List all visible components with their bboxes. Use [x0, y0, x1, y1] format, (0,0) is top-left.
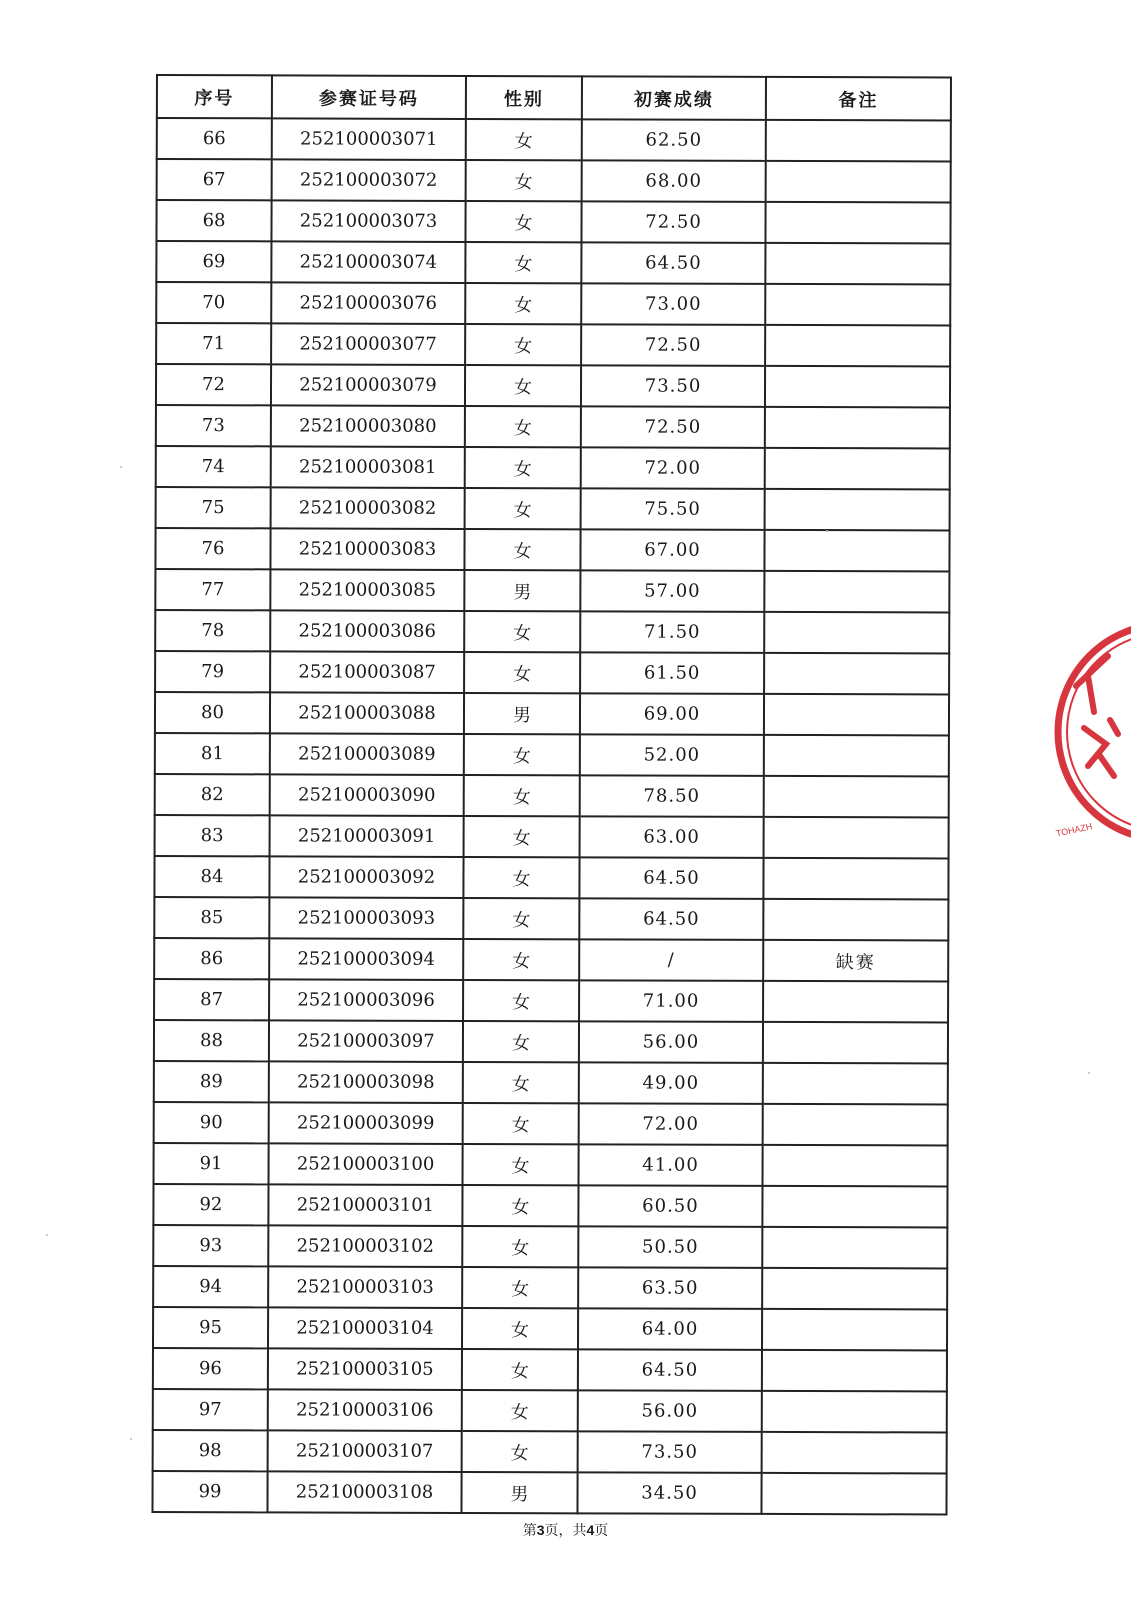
preliminary-score-cell: 68.00: [582, 160, 766, 202]
preliminary-score-cell: 61.50: [580, 652, 764, 694]
preliminary-score-cell: 64.50: [581, 242, 765, 284]
preliminary-score-cell: 63.50: [578, 1267, 762, 1309]
remark-cell: [764, 530, 949, 572]
remark-cell: [762, 1432, 947, 1474]
remark-cell: [764, 612, 949, 654]
table-row: [155, 651, 949, 694]
entry-number-cell: 252100003091: [270, 815, 464, 857]
official-seal-icon: [1048, 616, 1131, 856]
remark-cell: [765, 448, 950, 490]
score-table: [151, 74, 952, 1515]
preliminary-score-cell: 64.00: [578, 1308, 762, 1350]
table-row: [154, 938, 948, 981]
preliminary-score-cell: 69.00: [580, 693, 764, 735]
row-index-cell: 95: [153, 1307, 268, 1348]
row-index-cell: 88: [154, 1020, 269, 1061]
gender-cell: 女: [462, 1390, 578, 1431]
table-body: [152, 118, 950, 1514]
entry-number-cell: 252100003085: [270, 569, 464, 611]
gender-cell: 女: [463, 980, 579, 1021]
gender-cell: 女: [465, 365, 581, 406]
row-index-cell: 68: [156, 200, 271, 241]
entry-number-cell: 252100003076: [271, 282, 465, 324]
table-header-row: [157, 75, 951, 120]
entry-number-cell: 252100003099: [269, 1102, 463, 1144]
row-index-cell: 87: [154, 979, 269, 1020]
remark-cell: [765, 243, 950, 285]
row-index-cell: 92: [153, 1184, 268, 1225]
gender-cell: 女: [463, 1103, 579, 1144]
preliminary-score-cell: 52.00: [580, 734, 764, 776]
gender-cell: 女: [464, 816, 580, 857]
gender-cell: 女: [462, 1349, 578, 1390]
remark-cell: [765, 284, 950, 326]
row-index-cell: 89: [154, 1061, 269, 1102]
entry-number-cell: 252100003103: [268, 1266, 462, 1308]
gender-cell: 女: [464, 611, 580, 652]
row-index-cell: 69: [156, 241, 271, 282]
row-index-cell: 84: [154, 856, 269, 897]
gender-cell: 女: [462, 1308, 578, 1349]
entry-number-cell: 252100003071: [272, 118, 466, 160]
preliminary-score-cell: 49.00: [579, 1062, 763, 1104]
remark-cell: [764, 776, 949, 818]
row-index-cell: 66: [157, 118, 272, 159]
entry-number-cell: 252100003104: [268, 1307, 462, 1349]
gender-cell: 女: [465, 488, 581, 529]
table-row: [153, 1348, 947, 1391]
gender-cell: 女: [462, 1267, 578, 1308]
gender-cell: 男: [464, 693, 580, 734]
row-index-cell: 97: [153, 1389, 268, 1430]
scan-speck: [46, 1234, 48, 1236]
row-index-cell: 74: [156, 446, 271, 487]
gender-cell: 女: [466, 160, 582, 201]
row-index-cell: 72: [156, 364, 271, 405]
gender-cell: 女: [466, 119, 582, 160]
gender-cell: 女: [465, 201, 581, 242]
header-entry-number: 参赛证号码: [272, 75, 466, 119]
remark-cell: [762, 1268, 947, 1310]
preliminary-score-cell: 62.50: [582, 119, 766, 161]
gender-cell: 女: [464, 652, 580, 693]
gender-cell: 男: [461, 1472, 577, 1513]
table-row: [153, 1307, 947, 1350]
remark-cell: [764, 817, 949, 859]
gender-cell: 女: [463, 1021, 579, 1062]
gender-cell: 女: [465, 324, 581, 365]
preliminary-score-cell: 75.50: [581, 488, 765, 530]
table-row: [155, 692, 949, 735]
entry-number-cell: 252100003100: [269, 1143, 463, 1185]
gender-cell: 女: [463, 857, 579, 898]
preliminary-score-cell: 72.00: [579, 1103, 763, 1145]
entry-number-cell: 252100003094: [269, 938, 463, 980]
gender-cell: 女: [463, 1062, 579, 1103]
entry-number-cell: 252100003083: [270, 528, 464, 570]
entry-number-cell: 252100003101: [268, 1184, 462, 1226]
row-index-cell: 98: [153, 1430, 268, 1471]
row-index-cell: 91: [154, 1143, 269, 1184]
table-row: [155, 815, 949, 858]
entry-number-cell: 252100003092: [269, 856, 463, 898]
remark-cell: [762, 1186, 947, 1228]
header-gender: 性别: [466, 76, 582, 119]
row-index-cell: 77: [155, 569, 270, 610]
entry-number-cell: 252100003082: [271, 487, 465, 529]
table-row: [156, 241, 950, 284]
remark-cell: [766, 161, 951, 203]
table-row: [156, 323, 950, 366]
table-row: [157, 118, 951, 161]
preliminary-score-cell: 73.50: [578, 1431, 762, 1473]
entry-number-cell: 252100003073: [271, 200, 465, 242]
row-index-cell: 83: [155, 815, 270, 856]
footer-middle: 页，共: [544, 1523, 587, 1539]
row-index-cell: 90: [154, 1102, 269, 1143]
remark-cell: 缺赛: [763, 940, 948, 982]
remark-cell: [764, 735, 949, 777]
row-index-cell: 78: [155, 610, 270, 651]
preliminary-score-cell: 73.50: [581, 365, 765, 407]
entry-number-cell: 252100003074: [271, 241, 465, 283]
remark-cell: [762, 1391, 947, 1433]
row-index-cell: 94: [153, 1266, 268, 1307]
row-index-cell: 76: [155, 528, 270, 569]
table-row: [156, 200, 950, 243]
row-index-cell: 70: [156, 282, 271, 323]
remark-cell: [765, 407, 950, 449]
preliminary-score-cell: 72.00: [581, 447, 765, 489]
table-row: [154, 1143, 948, 1186]
entry-number-cell: 252100003097: [269, 1020, 463, 1062]
preliminary-score-cell: 41.00: [579, 1144, 763, 1186]
table-row: [154, 856, 948, 899]
table-row: [156, 405, 950, 448]
row-index-cell: 99: [152, 1471, 267, 1512]
remark-cell: [762, 1309, 947, 1351]
table-row: [153, 1225, 947, 1268]
gender-cell: 女: [462, 1185, 578, 1226]
row-index-cell: 82: [155, 774, 270, 815]
preliminary-score-cell: 72.50: [581, 201, 765, 243]
table-row: [152, 1471, 946, 1514]
gender-cell: 女: [465, 242, 581, 283]
entry-number-cell: 252100003096: [269, 979, 463, 1021]
footer-current-page: 3: [536, 1522, 545, 1538]
preliminary-score-cell: 71.00: [579, 980, 763, 1022]
table-row: [155, 528, 949, 571]
table-row: [153, 1430, 947, 1473]
entry-number-cell: 252100003080: [271, 405, 465, 447]
preliminary-score-cell: 56.00: [578, 1390, 762, 1432]
row-index-cell: 75: [156, 487, 271, 528]
remark-cell: [765, 366, 950, 408]
table-row: [156, 446, 950, 489]
row-index-cell: 93: [153, 1225, 268, 1266]
table-row: [155, 733, 949, 776]
gender-cell: 女: [465, 406, 581, 447]
scan-speck: [120, 466, 122, 468]
preliminary-score-cell: 78.50: [580, 775, 764, 817]
preliminary-score-cell: 50.50: [578, 1226, 762, 1268]
preliminary-score-cell: 71.50: [580, 611, 764, 653]
gender-cell: 女: [463, 939, 579, 980]
remark-cell: [763, 1022, 948, 1064]
entry-number-cell: 252100003072: [272, 159, 466, 201]
entry-number-cell: 252100003079: [271, 364, 465, 406]
preliminary-score-cell: /: [579, 939, 763, 981]
entry-number-cell: 252100003108: [267, 1471, 461, 1513]
table-row: [154, 1020, 948, 1063]
entry-number-cell: 252100003086: [270, 610, 464, 652]
gender-cell: 女: [464, 734, 580, 775]
table-row: [154, 897, 948, 940]
page-footer: [0, 1520, 1131, 1540]
row-index-cell: 79: [155, 651, 270, 692]
row-index-cell: 96: [153, 1348, 268, 1389]
preliminary-score-cell: 64.50: [578, 1349, 762, 1391]
row-index-cell: 85: [154, 897, 269, 938]
gender-cell: 女: [462, 1226, 578, 1267]
footer-suffix: 页: [594, 1523, 609, 1539]
scan-speck: [1088, 1072, 1090, 1074]
preliminary-score-cell: 57.00: [580, 570, 764, 612]
row-index-cell: 81: [155, 733, 270, 774]
header-preliminary-score: 初赛成绩: [582, 76, 766, 120]
gender-cell: 女: [465, 283, 581, 324]
gender-cell: 女: [464, 775, 580, 816]
remark-cell: [765, 202, 950, 244]
entry-number-cell: 252100003088: [270, 692, 464, 734]
entry-number-cell: 252100003107: [268, 1430, 462, 1472]
table-row: [157, 159, 951, 202]
table-row: [153, 1184, 947, 1227]
header-remark: 备注: [766, 77, 951, 121]
preliminary-score-cell: 67.00: [580, 529, 764, 571]
gender-cell: 女: [463, 1144, 579, 1185]
remark-cell: [763, 1063, 948, 1105]
header-index: 序号: [157, 75, 272, 118]
table-row: [156, 282, 950, 325]
remark-cell: [764, 653, 949, 695]
remark-cell: [765, 489, 950, 531]
entry-number-cell: 252100003077: [271, 323, 465, 365]
preliminary-score-cell: 60.50: [578, 1185, 762, 1227]
table-row: [155, 610, 949, 653]
gender-cell: 男: [464, 570, 580, 611]
entry-number-cell: 252100003102: [268, 1225, 462, 1267]
preliminary-score-cell: 64.50: [579, 857, 763, 899]
row-index-cell: 80: [155, 692, 270, 733]
gender-cell: 女: [465, 447, 581, 488]
row-index-cell: 86: [154, 938, 269, 979]
entry-number-cell: 252100003081: [271, 446, 465, 488]
remark-cell: [762, 1350, 947, 1392]
table-row: [154, 1102, 948, 1145]
table-row: [154, 979, 948, 1022]
preliminary-score-cell: 72.50: [581, 324, 765, 366]
scan-speck: [826, 530, 828, 532]
preliminary-score-cell: 72.50: [581, 406, 765, 448]
table-row: [153, 1389, 947, 1432]
gender-cell: 女: [462, 1431, 578, 1472]
remark-cell: [763, 981, 948, 1023]
table-row: [155, 569, 949, 612]
entry-number-cell: 252100003105: [268, 1348, 462, 1390]
table-row: [154, 1061, 948, 1104]
preliminary-score-cell: 73.00: [581, 283, 765, 325]
preliminary-score-cell: 63.00: [580, 816, 764, 858]
remark-cell: [763, 899, 948, 941]
preliminary-score-cell: 64.50: [579, 898, 763, 940]
remark-cell: [764, 694, 949, 736]
entry-number-cell: 252100003089: [270, 733, 464, 775]
table-row: [153, 1266, 947, 1309]
table-row: [155, 774, 949, 817]
entry-number-cell: 252100003087: [270, 651, 464, 693]
remark-cell: [765, 325, 950, 367]
preliminary-score-cell: 56.00: [579, 1021, 763, 1063]
preliminary-score-cell: 34.50: [577, 1472, 761, 1514]
table-row: [156, 487, 950, 530]
scan-speck: [130, 1438, 132, 1440]
footer-prefix: 第: [522, 1523, 537, 1539]
remark-cell: [763, 1104, 948, 1146]
remark-cell: [762, 1227, 947, 1269]
remark-cell: [763, 1145, 948, 1187]
remark-cell: [764, 571, 949, 613]
entry-number-cell: 252100003106: [268, 1389, 462, 1431]
footer-total-pages: 4: [586, 1522, 595, 1538]
entry-number-cell: 252100003090: [270, 774, 464, 816]
row-index-cell: 71: [156, 323, 271, 364]
gender-cell: 女: [464, 529, 580, 570]
remark-cell: [766, 120, 951, 162]
entry-number-cell: 252100003098: [269, 1061, 463, 1103]
table-row: [156, 364, 950, 407]
svg-text:TOHAZH: TOHAZH: [1055, 821, 1094, 839]
row-index-cell: 67: [157, 159, 272, 200]
row-index-cell: 73: [156, 405, 271, 446]
remark-cell: [761, 1473, 946, 1515]
remark-cell: [763, 858, 948, 900]
entry-number-cell: 252100003093: [269, 897, 463, 939]
gender-cell: 女: [463, 898, 579, 939]
